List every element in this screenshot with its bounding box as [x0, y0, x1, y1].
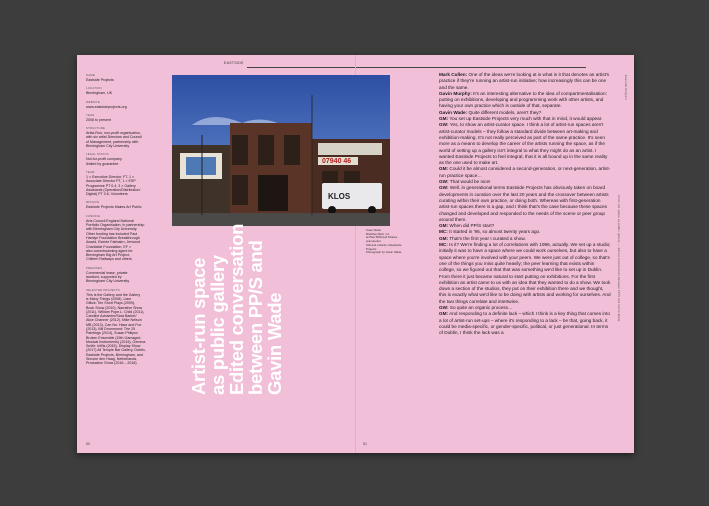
fact-value: 1 × Executive Director, FT, 1 × Associate Director PT, 1 × ESP Programme PT 0.4, 3 × Gallery Assistants (Operation/Distribution/ Digital) PT 0.6, Volunteers	[86, 174, 141, 197]
sign-number: 07940 46	[322, 158, 352, 165]
speech: So quite an organic process…	[448, 304, 513, 310]
paragraph	[439, 242, 611, 304]
fact-value: This is the Gallery and the Gallery is Many Things (2008), Liam Gillick: Ten Short Plays (2009), Book Show (2010), Narrative Show (2011), William Pope.L: Child (2011), Caroline Achaintre/Sara Barker/ Alice Channer (2012), Mike Nelson MB (2013), Can No: Hase and Fox (2013), Bill Drummond: The 25 Paintings (2014), Susan Philipsz Broken Ensemble (15th Gamaged Musical Instruments) (2015), Gemma Smith: Infills (2015), Display Show (2017) All Temple Bar Gallery, Dublin, Eastside Projects, Birmingham, and Simone den Haag, Netherlands, Production Show (2016 – 2018)	[86, 292, 146, 366]
fact-label: FUNDING	[86, 213, 101, 218]
speaker: MC:	[439, 229, 448, 235]
speaker: GM:	[439, 235, 449, 241]
fact-year	[86, 113, 166, 122]
header-rule-left	[247, 67, 355, 68]
paragraph	[439, 116, 602, 121]
fact-name	[86, 73, 166, 82]
side-section-label: Eastside Projects	[624, 75, 627, 101]
speech: When did PP/S start?	[448, 223, 495, 229]
fact-label: TEAM	[86, 169, 95, 174]
speech: That would be nice!	[448, 179, 491, 185]
speaker: GM:	[439, 166, 449, 172]
speaker: GW:	[439, 179, 449, 185]
speech: It started in '96, so almost twenty years ago.	[447, 229, 541, 235]
fact-label: LOCATION	[86, 86, 102, 91]
paragraph	[439, 229, 540, 234]
fact-value: Birmingham, UK	[86, 91, 113, 96]
speech: Quite different models, aren't they?	[467, 109, 542, 115]
fact-label: WEBSITE	[86, 99, 100, 104]
article-title	[189, 95, 284, 395]
speech: Well, in generational terms Eastside Projects has obviously taken on board developments in curation over the last 20 years and the crossover between artists curating within their own practice, or doing both. Whereas with first-generation artist-run spaces there is a gap, and I think that's the case because these spaces changed and developed and responded to the needs of the scene or peer group around them.	[439, 185, 609, 222]
interview-text	[439, 72, 611, 336]
speaker: GW:	[439, 304, 449, 310]
project-facts	[86, 73, 166, 370]
title-line: between PP/S and	[245, 240, 266, 395]
paragraph	[439, 179, 490, 184]
side-running-title: Artist-run space as public gallery — Edited conversation between PP/S and Gavin Wade	[617, 195, 620, 322]
fact-structure	[86, 126, 166, 148]
speaker: GM:	[439, 223, 449, 229]
speech: And responding to a definite lack – which I think is a key thing that comes into a lot of artist-run set-ups – where it's responding to a lack – be that, going back, it could be media-specific, or gender-specific, political, or just generational. In terms of Dublin, I think the lack was a	[439, 311, 610, 336]
fact-premises	[86, 266, 166, 284]
photo-caption: Case Wade Brettthen Bell, n.d. at Plas 58/Fraud Pirates, pramaerant Still and outside of Eastside Projects Photograph by Gavin Wade	[366, 228, 402, 255]
fact-label: MISSION	[86, 200, 100, 205]
header-rule-right	[356, 67, 586, 68]
fact-legal-status	[86, 152, 166, 166]
speech: Yes, to show an artist-curator space. I think a lot of artist-run spaces aren't artist-curator models – they follow a standard divide between art-making and exhibition-making. It's not really perceived as part of the same practice. It's seen more as a means to develop the career of the artists running the space, as if the world of setting up a gallery isn't integral to what they might do as an artist. I wanted Eastside Projects to feel integral, that it is all bound up in the same reality as the one used to make art.	[439, 122, 608, 166]
fact-value: www.eastsideprojects.org	[86, 104, 127, 109]
title-line: as public gallery	[207, 255, 228, 395]
paragraph	[439, 305, 513, 310]
fact-selected-projects	[86, 288, 166, 366]
fact-team	[86, 170, 166, 196]
speech: One of the ideas we're looking at is what is it that denotes an artist's practice if they're running an artist-run initiative; how increasingly this can be one and the same.	[439, 72, 610, 90]
fact-label: NAME	[86, 73, 95, 77]
fact-value: Commercial lease, private landlord, supported by Birmingham City University	[86, 270, 130, 284]
paragraph	[439, 236, 526, 241]
title-line: Gavin Wade	[264, 292, 285, 395]
fact-value: Not-for-profit company limited by guarantee	[86, 157, 122, 166]
speaker: Mark Cullen:	[439, 72, 468, 77]
fact-value: Artist-Run, non-profit organisation, with six artist Directors and Council of Management, partnership with Birmingham City University	[86, 131, 142, 149]
fact-value: Arts Council England National Portfolio Organisation, in partnership with Birmingham City University. Other funding has included Paul Hamlyn Foundation Breakthrough Award, Esmée Fairbairn, Jerwood Charitable Foundation, EF × also commissioning agent for Birmingham Big Art Project, Chiltern Railways and others	[86, 218, 145, 262]
paragraph	[439, 91, 607, 109]
paragraph	[439, 122, 607, 165]
fact-funding	[86, 214, 166, 262]
fact-mission	[86, 200, 166, 209]
speech: Is it? We're finding a lot of correlations with 1996, actually. We set up a studio; initially it was to have a space where we could work ourselves, but also to have a space where you're involved with your peers. We were just out of college, so that's one of the things you miss quite heavily; the peer learning that exists within college, so we figured out that that was something we'd like to set up in Dublin. From there it just became natural to start putting on exhibitions. For the first exhibition an artist came to us with an idea that they wanted to do a show. We took down a section of the studios, they put on their exhibition there and we thought, this is exactly what we'd like to be doing with artists and working for ourselves. And the two things correlate and intertwine.	[439, 242, 611, 304]
speaker: GM:	[439, 116, 449, 122]
speech: Could it be almost considered a second-generation, or next-generation, artist-run practice space…	[439, 166, 611, 178]
fact-label: SELECTED PROJECTS	[86, 287, 120, 292]
paragraph	[439, 223, 494, 228]
fact-value: 2008 to present	[86, 117, 111, 122]
title-line: Edited conversation	[226, 223, 247, 395]
speech: It's an interesting alternative to the idea of compartmentalisation: putting on exhibitions, developing and programming work with other artists, and having your own practice which is outside of that, separate.	[439, 90, 607, 109]
speaker: Gavin Wade:	[439, 109, 468, 115]
paragraph	[439, 166, 610, 177]
van-text: KLOS	[328, 192, 351, 201]
fact-label: YEAR	[86, 112, 95, 117]
speaker: GW:	[439, 122, 449, 128]
fact-value: Eastside Projects	[86, 78, 114, 82]
speaker: GM:	[439, 311, 449, 317]
fact-website	[86, 100, 166, 109]
speaker: GW:	[439, 185, 449, 191]
paragraph	[439, 110, 541, 115]
fact-label: STRUCTURE	[86, 126, 106, 131]
page-number-left: 50	[86, 442, 90, 446]
speech: That's the first year I curated a show.	[448, 235, 526, 241]
title-line: Artist-run space	[188, 257, 209, 395]
fact-label: PREMISES	[86, 265, 103, 270]
paragraph	[439, 311, 610, 335]
speaker: MC:	[439, 242, 448, 248]
paragraph	[439, 185, 609, 221]
fact-location	[86, 86, 166, 95]
magazine-spread	[77, 55, 634, 453]
fact-label: LEGAL STATUS	[86, 152, 109, 157]
paragraph	[439, 72, 609, 90]
speech: You set up Eastside Projects very much with that in mind, it would appear.	[448, 116, 603, 122]
speaker: Gavin Murphy:	[439, 90, 472, 96]
fact-value: Eastside Projects Makes Art Public	[86, 205, 142, 210]
running-head: EASTSIDE	[224, 61, 244, 65]
page-number-right: 51	[363, 442, 367, 446]
